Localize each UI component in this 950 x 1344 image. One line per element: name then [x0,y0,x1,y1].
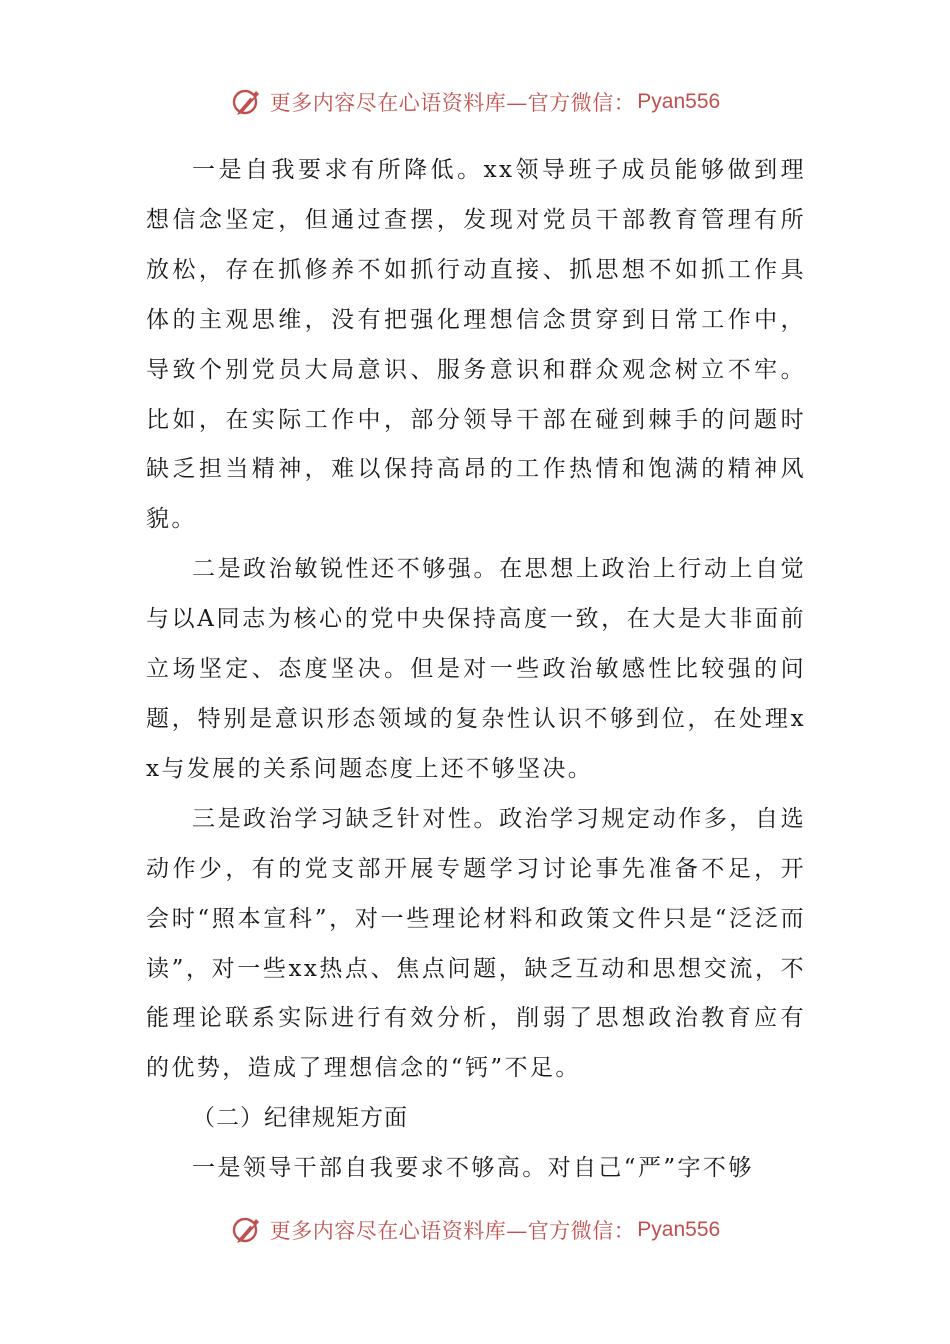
paragraph-1: 一是自我要求有所降低。xx领导班子成员能够做到理想信念坚定，但通过查摆，发现对党员干部教育管理有所放松，存在抓修养不如抓行动直接、抓思想不如抓工作具体的主观思维，没有把强化理想信念贯穿到日常工作中，导致个别党员大局意识、服务意识和群众观念树立不牢。比如，在实际工作中，部分领导干部在碰到棘手的问题时缺乏担当精神，难以保持高昂的工作热情和饱满的精神风貌。 [146,157,806,533]
header-banner [0,82,950,122]
pen-nib-circle-icon [230,1213,264,1247]
pen-nib-circle-icon [230,85,264,119]
paragraph-3: 三是政治学习缺乏针对性。政治学习规定动作多，自选动作少，有的党支部开展专题学习讨论事先准备不足，开会时“照本宣科”，对一些理论材料和政策文件只是“泛泛而读”，对一些xx热点、焦点问题，缺乏互动和思想交流，不能理论联系实际进行有效分析，削弱了思想政治教育应有的优势，造成了理想信念的“钙”不足。 [146,805,806,1082]
paragraph-2: 二是政治敏锐性还不够强。在思想上政治上行动上自觉与以A同志为核心的党中央保持高度一致，在大是大非面前立场坚定、态度坚决。但是对一些政治敏感性比较强的问题，特别是意识形态领域的复杂性认识不够到位，在处理xx与发展的关系问题态度上还不够坚决。 [146,556,806,782]
footer-banner [0,1210,950,1250]
banner-wechat-id: Pyan556 [637,90,721,113]
banner-wechat-id: Pyan556 [637,1218,721,1241]
document-body [146,146,806,1194]
paragraph-4: 一是领导干部自我要求不够高。对自己“严”字不够 [192,1155,754,1182]
banner-text: 更多内容尽在心语资料库—官方微信： [269,91,636,115]
section-heading: （二）纪律规矩方面 [192,1105,408,1132]
banner-text: 更多内容尽在心语资料库—官方微信： [269,1219,636,1243]
